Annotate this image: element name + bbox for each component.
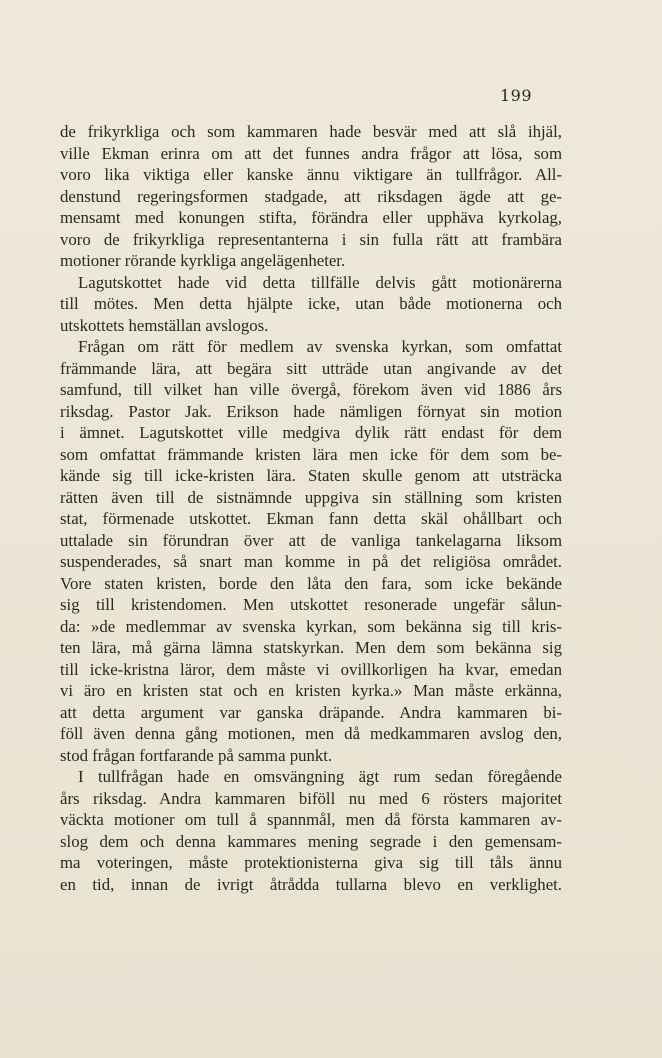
text-line: uttalade sin förundran över att de vanliga tankelagarna liksom [60, 530, 562, 550]
text-line: att detta argument var ganska dräpande. Andra kammaren bi- [60, 702, 562, 722]
text-line: i ämnet. Lagutskottet ville medgiva dylik rätt endast för dem [60, 423, 562, 442]
text-line: vi äro en kristen stat och en kristen kyrka.» Man måste erkänna, [60, 681, 562, 700]
paragraph-start-line: I tullfrågan hade en omsvängning ägt rum sedan föregående [78, 767, 562, 786]
text-line: väckta motioner om tull å spannmål, men då första kammaren av- [60, 810, 562, 829]
text-line: voro lika viktiga eller kanske ännu viktigare än tullfrågor. All- [60, 165, 562, 184]
text-line: som omfattat främmande kristen lära men icke för dem som be- [60, 444, 562, 464]
text-line: stat, förmenade utskottet. Ekman fann detta skäl ohållbart och [60, 509, 562, 528]
text-line: denstund regeringsformen stadgade, att riksdagen ägde att ge- [60, 186, 562, 206]
text-line: riksdag. Pastor Jak. Erikson hade nämligen förnyat sin motion [60, 401, 562, 421]
text-line: till mötes. Men detta hjälpte icke, utan både motionerna och [60, 294, 562, 313]
text-line: motioner rörande kyrkliga angelägenheter. [60, 251, 346, 270]
text-line: en tid, innan de ivrigt åtrådda tullarna blevo en verklighet. [60, 874, 562, 894]
text-line: mensamt med konungen stifta, förändra eller upphäva kyrkolag, [60, 208, 562, 227]
text-line: föll även denna gång motionen, men då medkammaren avslog den, [60, 724, 562, 743]
text-line: rätten även till de sistnämnde uppgiva sin ställning som kristen [60, 487, 562, 507]
text-line: utskottets hemställan avslogos. [60, 315, 269, 335]
text-line: främmande lära, att begära sitt utträde utan angivande av det [60, 358, 562, 378]
text-line: voro de frikyrkliga representanterna i sin fulla rätt att frambära [60, 229, 562, 249]
paragraph-start-line: Frågan om rätt för medlem av svenska kyrkan, som omfattat [78, 337, 562, 356]
paragraph-start-line: Lagutskottet hade vid detta tillfälle delvis gått motionärerna [78, 272, 562, 292]
text-line: da: »de medlemmar av svenska kyrkan, som bekänna sig till kris- [60, 616, 562, 636]
body-text [60, 121, 562, 895]
text-line: ten lära, må gärna lämna statskyrkan. Men dem som bekänna sig [60, 638, 562, 657]
page-number: 199 [500, 86, 533, 105]
text-line: Vore staten kristen, borde den låta den fara, som icke bekände [60, 573, 562, 593]
text-line: till icke-kristna läror, dem måste vi ovillkorligen ha kvar, emedan [60, 659, 562, 679]
text-line: sig till kristendomen. Men utskottet resonerade ungefär sålun- [60, 595, 562, 614]
text-line: ma voteringen, måste protektionisterna giva sig till tåls ännu [60, 853, 562, 872]
text-line: kände sig till icke-kristen lära. Staten skulle genom att utsträcka [60, 466, 562, 485]
text-line: års riksdag. Andra kammaren biföll nu med 6 rösters majoritet [60, 788, 562, 808]
text-line: suspenderades, så snart man komme in på det religiösa området. [60, 552, 562, 571]
text-line: samfund, till vilket han ville övergå, förekom även vid 1886 års [60, 380, 562, 399]
text-line: stod frågan fortfarande på samma punkt. [60, 745, 333, 765]
text-line: ville Ekman erinra om att det funnes andra frågor att lösa, som [60, 143, 562, 163]
text-line: slog dem och denna kammares mening segrade i den gemensam- [60, 831, 562, 851]
text-line: de frikyrkliga och som kammaren hade besvär med att slå ihjäl, [60, 122, 562, 141]
